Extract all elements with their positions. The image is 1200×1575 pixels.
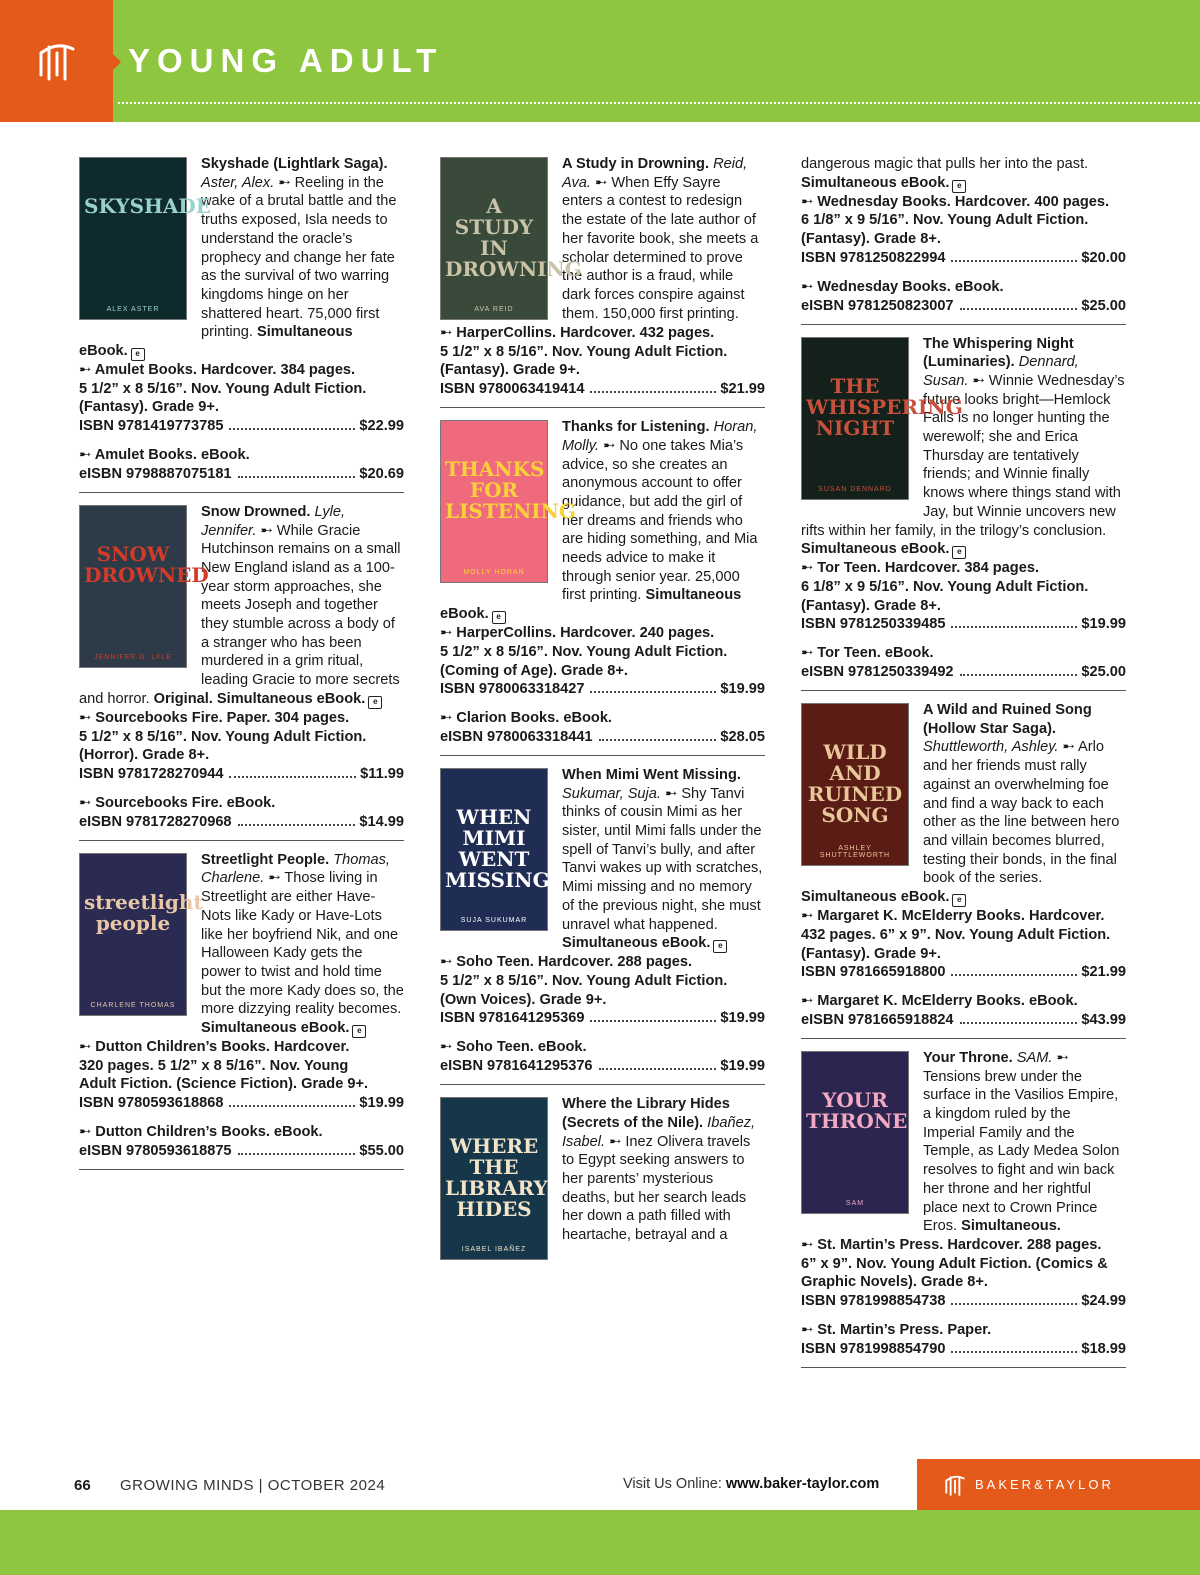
format-line-3: (Fantasy). Grade 8+. — [801, 231, 941, 248]
ebook-icon: e — [352, 1025, 366, 1038]
book-summary: Arlo and her friends must rally against an overwhelming foe and find a way back to each other as the line between hero and villain becomes blurred, testing their bonds, in the final book of the series. — [923, 739, 1120, 887]
isbn-line — [79, 1142, 404, 1161]
price: $19.99 — [720, 1058, 765, 1075]
format-line-1: Soho Teen. Hardcover. 288 pages. — [456, 954, 693, 971]
book-cover[interactable] — [801, 337, 963, 500]
arrow-icon: ➸ — [801, 1236, 818, 1253]
book-description — [801, 155, 1126, 193]
book-summary: Shy Tanvi thinks of cousin Mimi as her sister, until Mimi falls under the spell of Tanvi’s bully, and after Tanvi wakes up with scratches, Mimi missing and no memory of the previous night, she must unravel what happened. — [562, 785, 763, 933]
cover-title: WILD AND RUINED SONG — [807, 740, 903, 828]
format-publisher-line — [801, 193, 1126, 212]
header-dotted-rule — [118, 102, 1200, 104]
format-publisher-line — [440, 324, 765, 343]
format-line-1: HarperCollins. Hardcover. 432 pages. — [456, 325, 715, 341]
format-publisher-line — [801, 1321, 1126, 1340]
arrow-icon: ➸ — [801, 645, 818, 662]
format-line-3: (Fantasy). Grade 9+. — [79, 399, 219, 416]
format-line-1: Dutton Children’s Books. eBook. — [95, 1124, 323, 1141]
format-publisher-line — [801, 559, 1126, 578]
leader-dots — [951, 260, 1077, 262]
leader-dots — [229, 1105, 355, 1107]
leader-dots — [951, 974, 1077, 976]
format-line-2: 6” x 9”. Nov. Young Adult Fiction. (Comics & — [801, 1255, 1108, 1272]
ebook-icon: e — [952, 546, 966, 559]
format-line-1: Wednesday Books. Hardcover. 400 pages. — [817, 193, 1110, 210]
format-line-1: Sourcebooks Fire. Paper. 304 pages. — [95, 709, 350, 726]
format-line-3: (Horror). Grade 8+. — [79, 747, 210, 764]
format-line-2: 5 1/2” x 8 5/16”. Nov. Young Adult Fiction. — [79, 380, 367, 397]
visit-online — [623, 1476, 879, 1492]
arrow-icon: ➸ — [79, 1124, 96, 1141]
price: $19.99 — [359, 1095, 404, 1112]
format-publisher-line — [440, 1038, 765, 1057]
cover-title: streetlight people — [84, 889, 203, 935]
price: $19.99 — [1081, 616, 1126, 633]
format-block — [79, 446, 404, 484]
isbn: ISBN 9781641295369 — [440, 1010, 585, 1027]
page-number: 66 — [74, 1477, 91, 1494]
format-block — [440, 624, 765, 699]
leader-dots — [229, 776, 356, 778]
isbn: ISBN 9781998854738 — [801, 1293, 946, 1310]
format-publisher-line — [440, 953, 765, 972]
column-3 — [801, 155, 1126, 1378]
cover-author: SAM — [845, 1199, 865, 1207]
format-block — [79, 1038, 404, 1113]
price: $43.99 — [1081, 1011, 1126, 1028]
leader-dots — [238, 1153, 356, 1155]
price: $21.99 — [720, 381, 765, 398]
cover-author: ALEX ASTER — [106, 306, 160, 313]
column-1 — [79, 155, 404, 1180]
arrow-icon: ➸ — [801, 993, 818, 1010]
book-cover[interactable] — [440, 1097, 548, 1260]
isbn: ISBN 9780063318427 — [440, 681, 585, 698]
format-block — [801, 1321, 1126, 1359]
cover-author: SUSAN DENNARD — [818, 485, 892, 493]
format-line-2: 320 pages. 5 1/2” x 8 5/16”. Nov. Young — [79, 1057, 349, 1074]
isbn-line — [440, 1057, 765, 1076]
cover-title: WHERE THE LIBRARY HIDES — [445, 1134, 548, 1222]
leader-dots — [229, 428, 355, 430]
leader-dots — [590, 391, 716, 393]
book-author: Thomas, Charlene. — [201, 851, 390, 887]
format-publisher-line — [79, 1038, 404, 1057]
format-block — [801, 193, 1126, 268]
availability-note: Simultaneous eBook. — [801, 541, 950, 558]
format-line-1: Amulet Books. eBook. — [94, 447, 250, 464]
arrow-icon: ➸ — [440, 1039, 457, 1056]
format-publisher-line — [801, 278, 1126, 297]
page-header — [0, 0, 1200, 122]
book-summary: Reeling in the wake of a brutal battle and the truths exposed, Isla needs to understand the oracle’s prophecy and change her fate as the survival of two warring kingdoms hinge on her shattered heart. 75,000 first printing. — [201, 174, 397, 341]
format-block — [440, 324, 765, 399]
arrow-icon: ➸ — [1062, 739, 1075, 756]
footer-band — [0, 1510, 1200, 1575]
leader-dots — [590, 691, 716, 693]
isbn: ISBN 9780593618868 — [79, 1095, 224, 1112]
format-line-1: Dutton Children’s Books. Hardcover. — [95, 1039, 350, 1056]
isbn-line — [440, 728, 765, 747]
format-publisher-line — [801, 644, 1126, 663]
isbn-line — [801, 1011, 1126, 1030]
cover-author: ASHLEY SHUTTLEWORTH — [819, 845, 891, 860]
isbn-line — [440, 1009, 765, 1028]
isbn: eISBN 9781728270968 — [79, 813, 232, 830]
baker-taylor-logo-icon — [35, 39, 79, 83]
leader-dots — [960, 308, 1078, 310]
isbn: eISBN 9781250823007 — [801, 297, 954, 314]
arrow-icon: ➸ — [595, 174, 608, 191]
format-line-3: (Fantasy). Grade 9+. — [440, 362, 580, 379]
format-publisher-line — [440, 709, 765, 728]
book-author: Sukumar, Suja. — [562, 785, 661, 802]
format-block — [79, 709, 404, 784]
format-publisher-line — [79, 361, 404, 380]
arrow-icon: ➸ — [665, 785, 678, 802]
arrow-icon: ➸ — [801, 560, 818, 577]
baker-taylor-logo — [0, 0, 113, 122]
book-author: Reid, Ava. — [562, 156, 748, 191]
format-line-1: St. Martin’s Press. Paper. — [817, 1322, 992, 1339]
format-line-1: Margaret K. McElderry Books. eBook. — [817, 993, 1078, 1010]
isbn-line — [79, 765, 404, 784]
leader-dots — [960, 1022, 1078, 1024]
arrow-icon: ➸ — [440, 710, 457, 727]
book-title: Streetlight People. — [201, 851, 330, 868]
ebook-icon: e — [952, 180, 966, 193]
book-author: Horan, Molly. — [562, 419, 758, 454]
format-line-2: 6 1/8” x 9 5/16”. Nov. Young Adult Fiction. — [801, 578, 1089, 595]
leader-dots — [238, 824, 356, 826]
ebook-icon: e — [713, 940, 727, 953]
cover-author: SUJA SUKUMAR — [460, 916, 528, 924]
ebook-icon: e — [131, 348, 145, 361]
availability-note: Simultaneous. — [961, 1218, 1061, 1235]
arrow-icon: ➸ — [609, 1133, 622, 1150]
isbn-line — [801, 297, 1126, 316]
format-publisher-line — [801, 992, 1126, 1011]
format-publisher-line — [79, 709, 404, 728]
price: $19.99 — [720, 681, 765, 698]
ebook-icon: e — [368, 696, 382, 709]
book-summary: Inez Olivera travels to Egypt seeking answers to her parents’ mysterious deaths, but her search leads her down a path filled with heartache, betrayal and a — [562, 1133, 751, 1244]
cover-title: SKYSHADE — [84, 194, 212, 218]
format-block — [440, 1038, 765, 1076]
price: $55.00 — [359, 1142, 404, 1159]
isbn-line — [801, 963, 1126, 982]
format-line-2: 5 1/2” x 8 5/16”. Nov. Young Adult Fiction. — [440, 343, 728, 360]
price: $18.99 — [1081, 1340, 1126, 1357]
book-summary: No one takes Mia’s advice, so she creates an anonymous account to offer guidance, but add the girl of her dreams and friends who are hiding something, and Mia needs advice to make it through senior year. 25,000 first printing. — [562, 437, 758, 604]
cover-title: SNOW DROWNED — [84, 541, 209, 587]
price: $28.05 — [720, 728, 765, 745]
book-cover[interactable] — [79, 853, 203, 1016]
leader-dots — [951, 1351, 1077, 1353]
book-cover[interactable] — [440, 157, 582, 320]
format-block — [440, 709, 765, 747]
book-entry — [440, 418, 765, 756]
book-author: Ibañez, Isabel. — [562, 1114, 756, 1150]
arrow-icon: ➸ — [260, 522, 273, 539]
price: $21.99 — [1081, 964, 1126, 981]
book-cover[interactable] — [801, 703, 909, 866]
arrow-icon: ➸ — [79, 1039, 96, 1056]
cover-title: A STUDY IN DROWNING — [445, 194, 582, 281]
book-title: Thanks for Listening. — [562, 419, 710, 436]
price: $25.00 — [1081, 664, 1126, 681]
format-block — [801, 644, 1126, 682]
book-author: Aster, Alex. — [201, 174, 275, 191]
format-publisher-line — [79, 794, 404, 813]
price: $19.99 — [720, 1010, 765, 1027]
format-publisher-line — [79, 446, 404, 465]
arrow-icon: ➸ — [603, 437, 616, 454]
price: $11.99 — [360, 765, 404, 782]
leader-dots — [599, 739, 717, 741]
isbn-line — [801, 1340, 1126, 1359]
isbn: eISBN 9781641295376 — [440, 1058, 593, 1075]
baker-taylor-logo-icon — [943, 1473, 967, 1497]
leader-dots — [951, 1303, 1077, 1305]
format-block — [440, 953, 765, 1028]
format-line-1: Amulet Books. Hardcover. 384 pages. — [94, 362, 356, 379]
book-author: Lyle, Jennifer. — [201, 503, 346, 539]
format-publisher-line — [79, 1123, 404, 1142]
availability-note: Simultaneous eBook. — [801, 174, 950, 191]
ebook-icon: e — [952, 894, 966, 907]
isbn-line — [79, 1094, 404, 1113]
format-line-2: 6 1/8” x 9 5/16”. Nov. Young Adult Fiction. — [801, 212, 1089, 229]
format-line-3: (Own Voices). Grade 9+. — [440, 991, 607, 1008]
format-block — [801, 1236, 1126, 1311]
price: $24.99 — [1081, 1293, 1126, 1310]
format-line-3: Graphic Novels). Grade 8+. — [801, 1274, 988, 1291]
arrow-icon: ➸ — [1056, 1049, 1069, 1066]
leader-dots — [599, 1068, 717, 1070]
book-title: Skyshade (Lightlark Saga). — [201, 156, 388, 172]
arrow-icon: ➸ — [268, 870, 281, 887]
book-entry — [801, 1049, 1126, 1368]
cover-title: THE WHISPERING NIGHT — [806, 373, 963, 440]
book-entry — [79, 851, 404, 1170]
format-line-1: HarperCollins. Hardcover. 240 pages. — [456, 625, 715, 642]
isbn: eISBN 9781665918824 — [801, 1011, 954, 1028]
format-line-3: (Fantasy). Grade 9+. — [801, 945, 941, 962]
footer-brand-name: BAKER&TAYLOR — [975, 1477, 1114, 1492]
format-line-1: Soho Teen. eBook. — [456, 1039, 587, 1056]
description-continued: dangerous magic that pulls her into the past. — [801, 156, 1089, 172]
format-block — [79, 794, 404, 832]
section-title: YOUNG ADULT — [128, 42, 444, 79]
cover-author: CHARLENE THOMAS — [90, 1001, 176, 1009]
book-author: SAM. — [1016, 1049, 1053, 1066]
leader-dots — [590, 1020, 716, 1022]
book-entry — [801, 701, 1126, 1039]
format-block — [801, 907, 1126, 982]
isbn: ISBN 9781665918800 — [801, 964, 946, 981]
book-author: Shuttleworth, Ashley. — [923, 739, 1059, 756]
availability-note: Simultaneous eBook. — [440, 587, 742, 623]
format-block — [801, 992, 1126, 1030]
isbn: eISBN 9781250339492 — [801, 664, 954, 681]
cover-author: MOLLY HORAN — [463, 569, 525, 577]
website-link[interactable]: www.baker-taylor.com — [725, 1476, 880, 1492]
book-summary: Tensions brew under the surface in the Vasilios Empire, a kingdom ruled by the Imperial Family and the Temple, as Lady Medea Solon resolves to fight and win back her throne and her rightful place next to Crown Prince Eros. — [923, 1068, 1120, 1235]
cover-author: JENNIFER D. LYLE — [94, 653, 172, 661]
arrow-icon: ➸ — [801, 193, 818, 210]
book-title: Where the Library Hides (Secrets of the Nile). — [562, 1096, 730, 1131]
format-line-2: 5 1/2” x 8 5/16”. Nov. Young Adult Fiction. — [440, 643, 728, 660]
leader-dots — [238, 476, 356, 478]
format-block — [79, 1123, 404, 1161]
price: $22.99 — [359, 418, 404, 435]
book-cover[interactable] — [440, 768, 548, 931]
arrow-icon: ➸ — [801, 278, 818, 295]
price: $20.69 — [359, 465, 404, 482]
isbn: ISBN 9781419773785 — [79, 418, 224, 435]
format-line-1: Sourcebooks Fire. eBook. — [95, 794, 276, 811]
book-entry — [440, 155, 765, 408]
arrow-icon: ➸ — [801, 908, 818, 925]
arrow-icon: ➸ — [278, 174, 291, 191]
cover-author: AVA REID — [474, 306, 514, 313]
book-summary: While Gracie Hutchinson remains on a small New England island as a 100-year storm approaches, she meets Joseph and together they stumble across a body of a stranger who has been murdered in a grim ritual, leading Gracie to more secrets and horror. — [79, 522, 401, 707]
isbn: ISBN 9780063419414 — [440, 381, 585, 398]
book-summary: Winnie Wednesday’s future looks bright—Hemlock Falls is no longer hunting the werewolf; she and Erica Thursday are tentatively friends; and Winnie finally knows where things stand with Jay, but Winnie uncovers new rifts within her family, in the trilogy’s conclusion. — [801, 372, 1125, 539]
price: $20.00 — [1081, 249, 1126, 266]
isbn: ISBN 9781998854790 — [801, 1340, 946, 1357]
format-block — [801, 559, 1126, 634]
book-summary: When Effy Sayre enters a contest to redesign the estate of the late author of her favorite book, she meets a scholar determined to prove the author is a fraud, while dark forces conspire against them. 150,000 first printing. — [562, 174, 759, 322]
book-cover[interactable] — [440, 420, 576, 583]
isbn-line — [801, 615, 1126, 634]
isbn: eISBN 9798887075181 — [79, 465, 232, 482]
book-entry — [440, 1095, 765, 1272]
book-entry — [801, 335, 1126, 692]
format-publisher-line — [440, 624, 765, 643]
isbn: eISBN 9780063318441 — [440, 728, 593, 745]
availability-note: Simultaneous eBook. — [562, 935, 711, 952]
availability-note: Simultaneous eBook. — [801, 889, 950, 906]
cover-author: ISABEL IBAÑEZ — [461, 1246, 527, 1254]
book-title: The Whispering Night (Luminaries). — [923, 335, 1074, 371]
price: $25.00 — [1081, 297, 1126, 314]
format-line-3: (Fantasy). Grade 8+. — [801, 597, 941, 614]
format-line-1: Tor Teen. eBook. — [817, 645, 934, 662]
arrow-icon: ➸ — [79, 794, 96, 811]
format-line-3: Adult Fiction. (Science Fiction). Grade 9+. — [79, 1076, 369, 1093]
isbn: eISBN 9780593618875 — [79, 1142, 232, 1159]
book-title: Snow Drowned. — [201, 503, 311, 520]
footer-brand-logo — [917, 1459, 1200, 1510]
availability-note: Simultaneous eBook. — [79, 324, 353, 360]
book-entry — [79, 155, 404, 493]
isbn-line — [79, 465, 404, 484]
arrow-icon: ➸ — [440, 325, 457, 341]
book-cover[interactable] — [79, 157, 212, 320]
format-block — [801, 278, 1126, 316]
format-line-2: 5 1/2” x 8 5/16”. Nov. Young Adult Fiction. — [79, 728, 367, 745]
arrow-icon: ➸ — [440, 954, 457, 971]
book-title: Your Throne. — [923, 1049, 1013, 1066]
column-2 — [440, 155, 765, 1272]
isbn: ISBN 9781250339485 — [801, 616, 946, 633]
format-publisher-line — [801, 1236, 1126, 1255]
cover-title: THANKS FOR LISTENING — [445, 457, 576, 524]
publication-name: GROWING MINDS | OCTOBER 2024 — [120, 1477, 386, 1494]
isbn: ISBN 9781250822994 — [801, 249, 946, 266]
format-line-2: 432 pages. 6” x 9”. Nov. Young Adult Fiction. — [801, 926, 1111, 943]
book-title: A Study in Drowning. — [562, 156, 710, 172]
book-entry — [79, 503, 404, 841]
isbn-line — [801, 1292, 1126, 1311]
isbn-line — [79, 417, 404, 436]
availability-note: Simultaneous eBook. — [201, 1020, 350, 1037]
arrow-icon: ➸ — [79, 362, 95, 379]
arrow-icon: ➸ — [440, 625, 457, 642]
book-summary: Those living in Streetlight are either Have-Nots like Kady or Have-Lots like her boyfriend Nik, and one Halloween Kady gets the power to twist and hold time but the more Kady does so, the more dizzying reality becomes. — [201, 870, 404, 1018]
arrow-icon: ➸ — [972, 372, 985, 389]
isbn: ISBN 9781728270944 — [79, 765, 224, 782]
arrow-icon: ➸ — [79, 447, 95, 464]
arrow-icon: ➸ — [79, 709, 96, 726]
availability-note: Original. Simultaneous eBook. — [153, 690, 366, 707]
format-publisher-line — [801, 907, 1126, 926]
ebook-icon: e — [492, 611, 506, 624]
book-entry — [801, 155, 1126, 325]
book-title: When Mimi Went Missing. — [562, 766, 741, 783]
book-cover[interactable] — [801, 1051, 909, 1214]
leader-dots — [960, 674, 1078, 676]
format-line-1: Clarion Books. eBook. — [456, 710, 612, 727]
format-line-3: (Coming of Age). Grade 8+. — [440, 662, 628, 679]
cover-title: YOUR THRONE — [806, 1087, 908, 1133]
isbn-line — [801, 663, 1126, 682]
book-cover[interactable] — [79, 505, 209, 668]
isbn-line — [79, 813, 404, 832]
leader-dots — [951, 626, 1077, 628]
isbn-line — [801, 249, 1126, 268]
format-line-1: Tor Teen. Hardcover. 384 pages. — [817, 560, 1039, 577]
isbn-line — [440, 680, 765, 699]
visit-label: Visit Us Online: — [623, 1476, 722, 1492]
format-line-1: Margaret K. McElderry Books. Hardcover. — [817, 908, 1105, 925]
format-line-2: 5 1/2” x 8 5/16”. Nov. Young Adult Fiction. — [440, 972, 728, 989]
price: $14.99 — [359, 813, 404, 830]
format-line-1: Wednesday Books. eBook. — [817, 278, 1004, 295]
book-title: A Wild and Ruined Song (Hollow Star Saga). — [923, 702, 1092, 737]
book-entry — [440, 766, 765, 1085]
format-line-1: St. Martin’s Press. Hardcover. 288 pages. — [817, 1236, 1102, 1253]
arrow-icon: ➸ — [801, 1322, 818, 1339]
format-block — [79, 361, 404, 436]
header-arrow — [113, 54, 121, 70]
cover-title: WHEN MIMI WENT MISSING — [445, 804, 550, 892]
isbn-line — [440, 380, 765, 399]
book-author: Dennard, Susan. — [923, 354, 1079, 389]
